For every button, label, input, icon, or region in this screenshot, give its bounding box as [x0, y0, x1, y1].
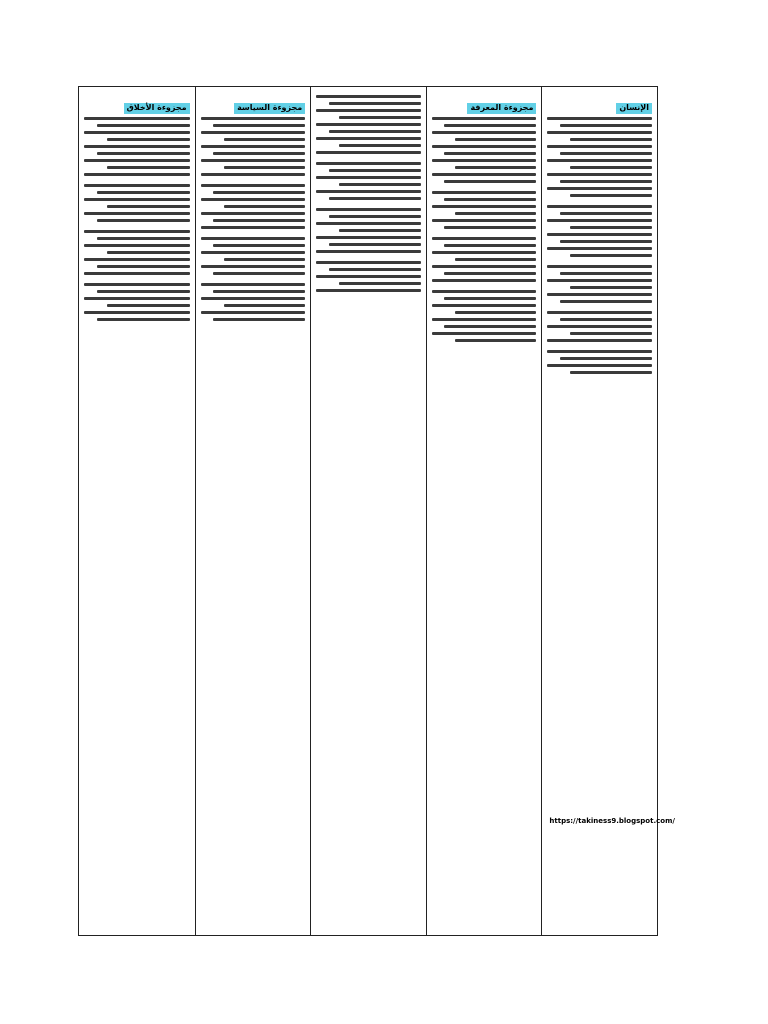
text-line: [560, 180, 652, 183]
text-line: [316, 151, 421, 154]
fourth-column: [195, 87, 311, 935]
section: [316, 261, 421, 292]
text-line: [213, 152, 305, 155]
text-line: [84, 311, 190, 314]
text-line: [560, 318, 652, 321]
text-line: [97, 290, 190, 293]
text-line: [570, 371, 652, 374]
text-line: [570, 254, 652, 257]
text-line: [201, 173, 306, 176]
text-line: [547, 187, 652, 190]
text-line: [329, 130, 421, 133]
text-line: [560, 212, 652, 215]
right-column: [541, 87, 675, 935]
text-line: [224, 258, 306, 261]
text-line: [84, 272, 190, 275]
text-line: [97, 152, 190, 155]
text-line: [432, 237, 537, 240]
text-line: [547, 265, 652, 268]
left-column: [79, 87, 195, 935]
section: [316, 208, 421, 253]
section: [84, 283, 190, 321]
section: [316, 162, 421, 200]
text-line: [455, 258, 537, 261]
text-line: [547, 350, 652, 353]
text-line: [570, 138, 652, 141]
text-line: [444, 272, 536, 275]
text-line: [316, 123, 421, 126]
text-line: [444, 297, 536, 300]
text-line: [97, 124, 190, 127]
text-line: [316, 109, 421, 112]
text-line: [84, 212, 190, 215]
section-knowledge: [432, 95, 537, 183]
text-line: [547, 325, 652, 328]
text-line: [432, 304, 537, 307]
text-line: [432, 117, 537, 120]
text-line: [444, 124, 536, 127]
text-line: [84, 159, 190, 162]
text-line: [339, 229, 421, 232]
text-line: [201, 212, 306, 215]
text-line: [339, 183, 421, 186]
text-line: [560, 272, 652, 275]
text-line: [201, 311, 306, 314]
text-line: [432, 205, 537, 208]
third-column: [310, 87, 426, 935]
text-line: [84, 145, 190, 148]
text-line: [547, 173, 652, 176]
text-line: [444, 244, 536, 247]
text-line: [201, 283, 306, 286]
text-line: [316, 162, 421, 165]
section-title: مجزوءة السياسة: [234, 103, 305, 114]
text-line: [432, 191, 537, 194]
section: [547, 205, 652, 257]
section: [432, 290, 537, 342]
text-line: [97, 219, 190, 222]
section: [84, 230, 190, 275]
text-line: [560, 300, 652, 303]
text-line: [339, 282, 421, 285]
section: [547, 311, 652, 342]
text-line: [201, 117, 306, 120]
text-line: [547, 205, 652, 208]
text-line: [560, 240, 652, 243]
section: [201, 283, 306, 321]
text-line: [316, 289, 421, 292]
text-line: [547, 364, 652, 367]
text-line: [84, 184, 190, 187]
text-line: [329, 102, 421, 105]
text-line: [547, 247, 652, 250]
text-line: [84, 173, 190, 176]
text-line: [224, 166, 306, 169]
text-line: [547, 279, 652, 282]
text-line: [570, 286, 652, 289]
text-line: [201, 131, 306, 134]
text-line: [339, 116, 421, 119]
text-line: [329, 268, 421, 271]
text-line: [213, 318, 305, 321]
text-line: [84, 198, 190, 201]
text-line: [547, 219, 652, 222]
text-line: [224, 205, 306, 208]
text-line: [432, 173, 537, 176]
text-line: [547, 159, 652, 162]
text-line: [329, 215, 421, 218]
text-line: [107, 304, 189, 307]
text-line: [84, 117, 190, 120]
text-line: [201, 198, 306, 201]
text-line: [316, 137, 421, 140]
text-line: [316, 95, 421, 98]
blog-url[interactable]: https://takiness9.blogspot.com/: [549, 817, 675, 825]
text-line: [329, 169, 421, 172]
text-line: [97, 191, 190, 194]
text-line: [107, 251, 189, 254]
text-line: [316, 176, 421, 179]
text-line: [84, 283, 190, 286]
text-line: [432, 290, 537, 293]
text-line: [444, 198, 536, 201]
text-line: [570, 226, 652, 229]
text-line: [547, 145, 652, 148]
text-line: [201, 145, 306, 148]
section: [201, 237, 306, 275]
text-line: [432, 265, 537, 268]
section: [547, 350, 652, 374]
text-line: [213, 272, 305, 275]
section-title: مجزوءة الأخلاق: [124, 103, 190, 114]
section: [547, 265, 652, 303]
text-line: [432, 159, 537, 162]
text-line: [97, 318, 190, 321]
text-line: [444, 180, 536, 183]
section-ethics: [84, 95, 190, 176]
section: [432, 237, 537, 282]
text-line: [560, 124, 652, 127]
text-line: [432, 219, 537, 222]
text-line: [316, 261, 421, 264]
text-line: [201, 226, 306, 229]
text-line: [97, 265, 190, 268]
text-line: [84, 131, 190, 134]
text-line: [201, 159, 306, 162]
text-line: [201, 184, 306, 187]
text-line: [107, 166, 189, 169]
text-line: [432, 145, 537, 148]
text-line: [201, 265, 306, 268]
text-line: [547, 233, 652, 236]
text-line: [570, 166, 652, 169]
text-line: [84, 258, 190, 261]
text-line: [432, 279, 537, 282]
text-line: [444, 226, 536, 229]
text-line: [107, 138, 189, 141]
text-line: [213, 219, 305, 222]
columns-frame: [78, 86, 675, 936]
text-line: [547, 131, 652, 134]
text-line: [329, 243, 421, 246]
text-line: [570, 194, 652, 197]
section: [432, 191, 537, 229]
text-line: [432, 251, 537, 254]
text-line: [316, 208, 421, 211]
section-title: مجزوءة المعرفة: [467, 103, 536, 114]
text-line: [316, 222, 421, 225]
section: [316, 95, 421, 154]
text-line: [547, 339, 652, 342]
section: [84, 184, 190, 222]
text-line: [329, 197, 421, 200]
text-line: [97, 237, 190, 240]
text-line: [224, 304, 306, 307]
text-line: [547, 311, 652, 314]
section-politics: [201, 95, 306, 176]
text-line: [444, 325, 536, 328]
text-line: [455, 311, 537, 314]
text-line: [316, 236, 421, 239]
text-line: [560, 152, 652, 155]
text-line: [547, 117, 652, 120]
text-line: [213, 124, 305, 127]
text-line: [201, 237, 306, 240]
text-line: [201, 251, 306, 254]
text-line: [547, 293, 652, 296]
text-line: [570, 332, 652, 335]
text-line: [213, 290, 305, 293]
text-line: [432, 131, 537, 134]
text-line: [316, 275, 421, 278]
text-line: [455, 212, 537, 215]
text-line: [201, 297, 306, 300]
text-line: [107, 205, 189, 208]
text-line: [455, 339, 537, 342]
text-line: [560, 357, 652, 360]
text-line: [213, 191, 305, 194]
text-line: [339, 144, 421, 147]
text-line: [444, 152, 536, 155]
text-line: [455, 138, 537, 141]
text-line: [84, 230, 190, 233]
text-line: [432, 332, 537, 335]
text-line: [84, 244, 190, 247]
text-line: [84, 297, 190, 300]
second-column: [426, 87, 542, 935]
section-title: الإنسان: [616, 103, 652, 114]
text-line: [213, 244, 305, 247]
text-line: [316, 250, 421, 253]
text-line: [432, 318, 537, 321]
text-line: [455, 166, 537, 169]
text-line: [224, 138, 306, 141]
text-line: [316, 190, 421, 193]
section: [201, 184, 306, 229]
section-human: [547, 95, 652, 197]
